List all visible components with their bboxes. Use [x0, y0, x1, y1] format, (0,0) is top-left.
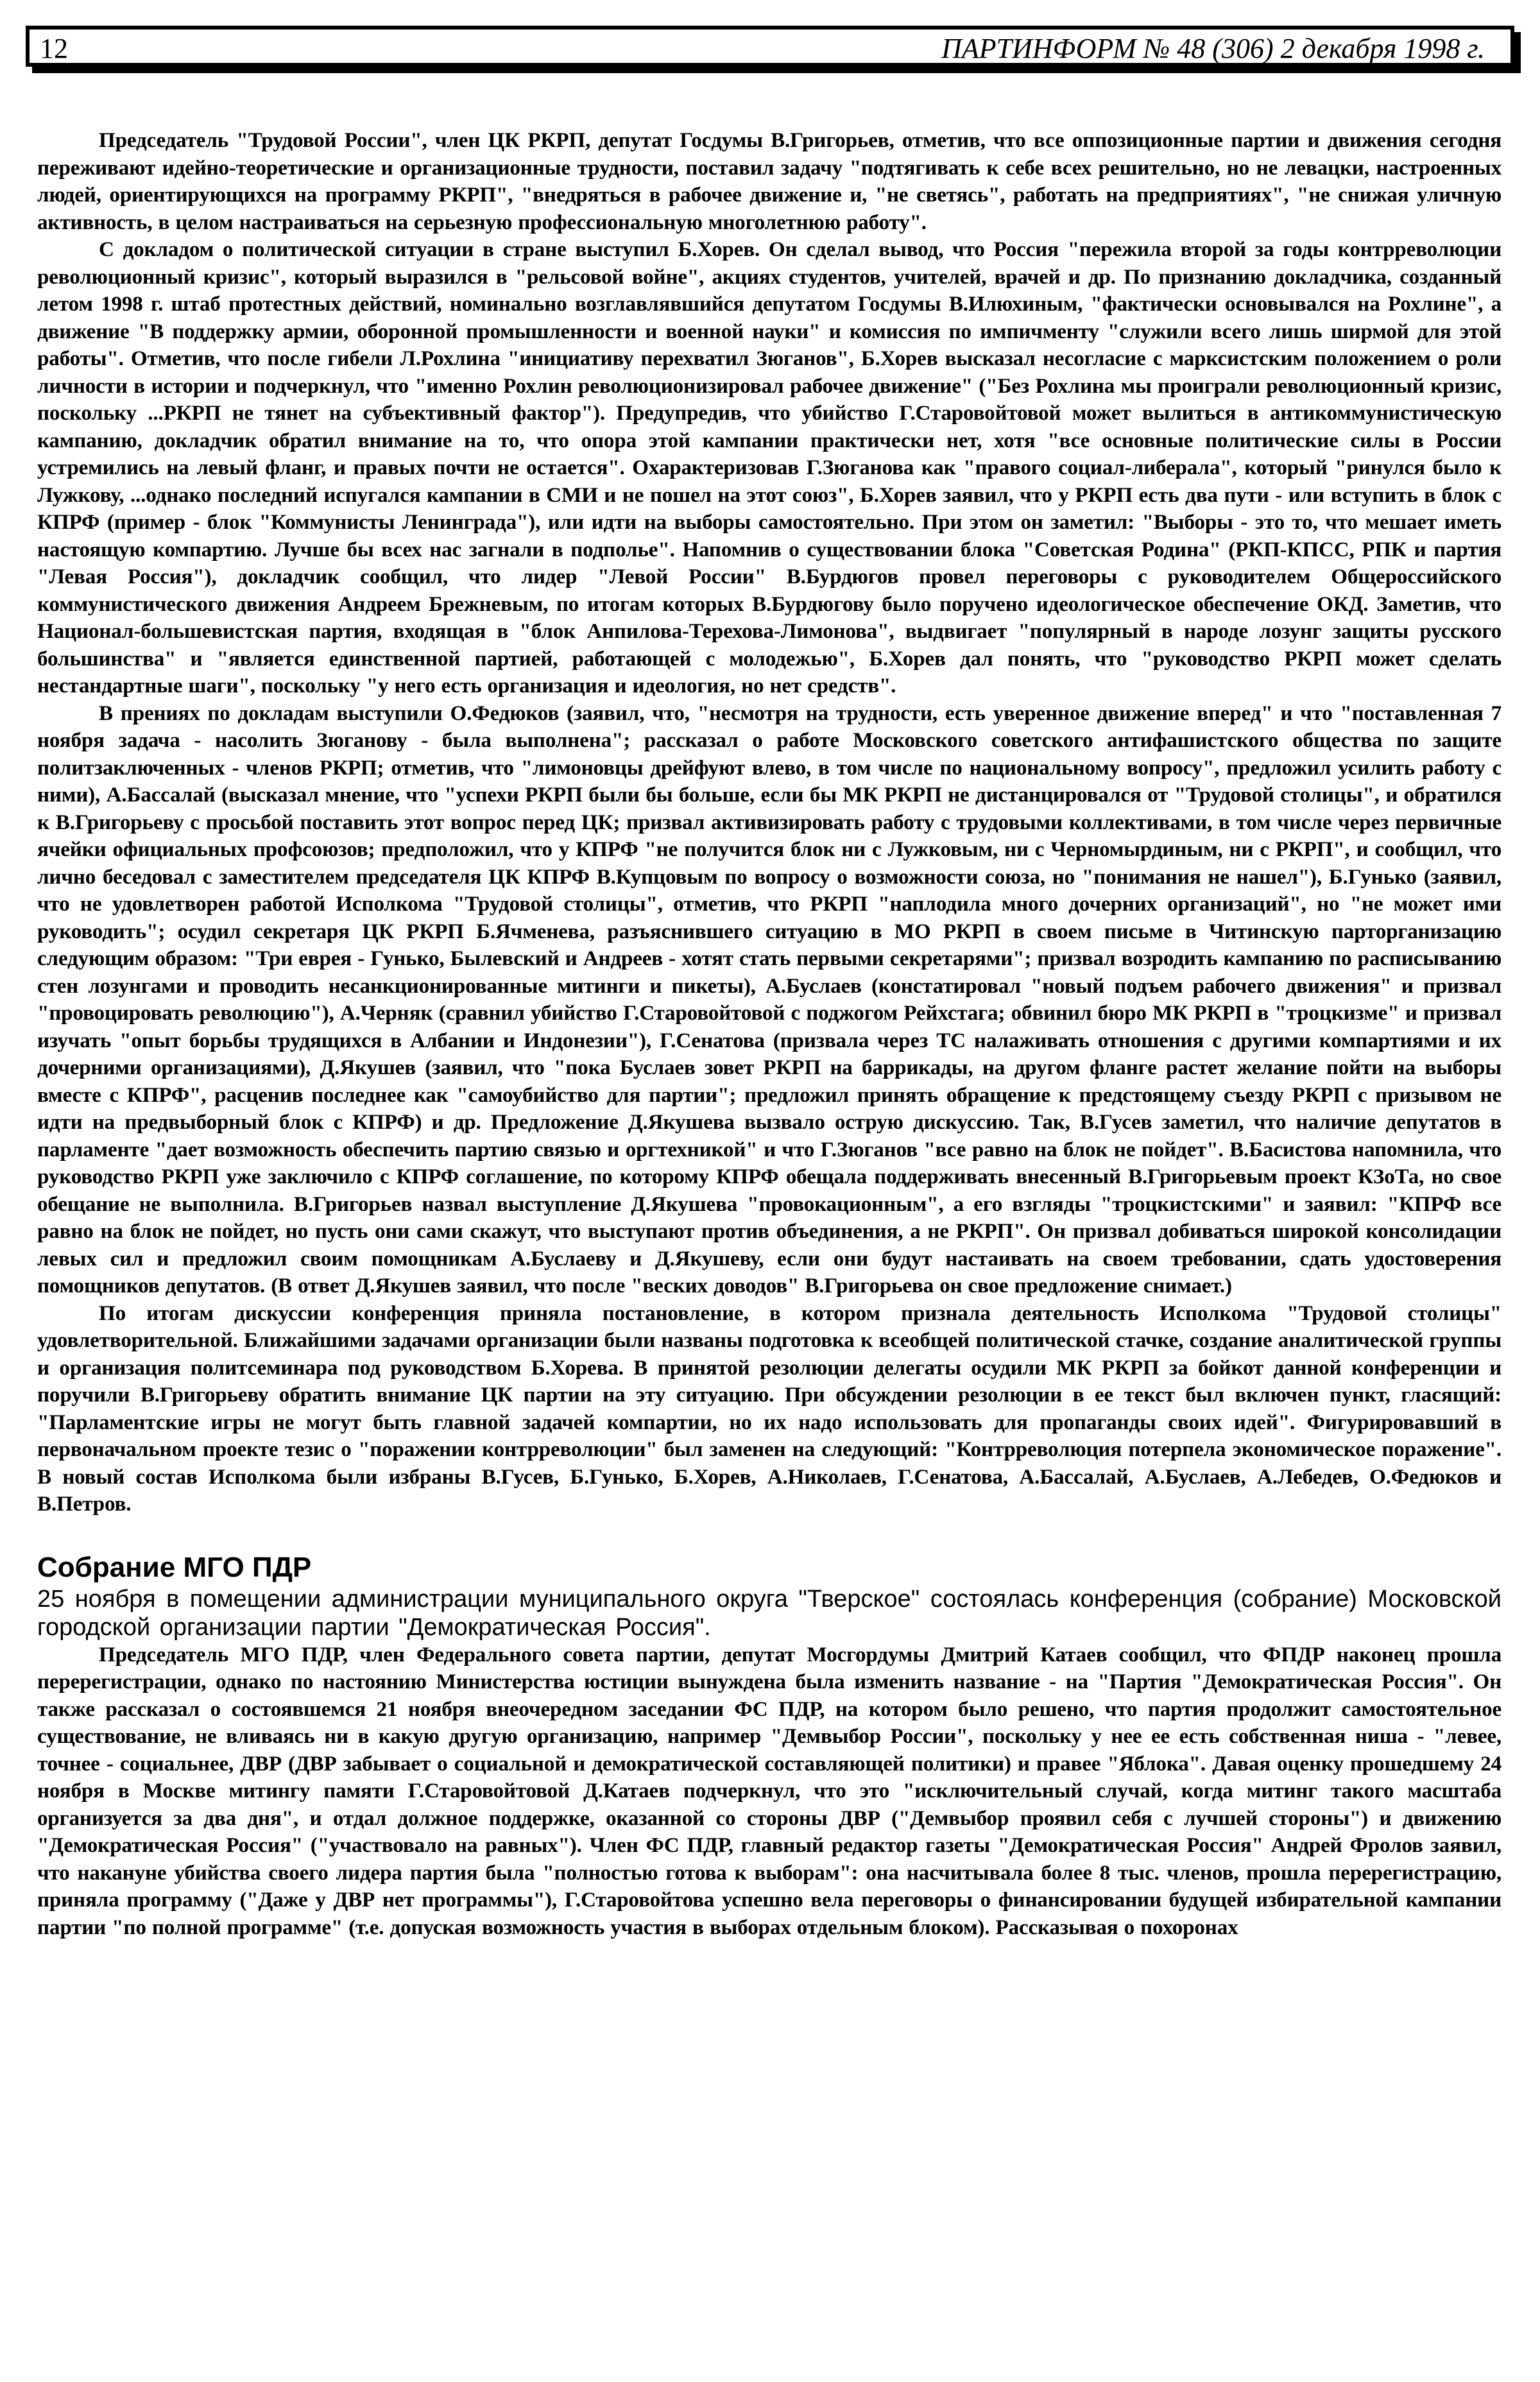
paragraph: Председатель МГО ПДР, член Федерального совета партии, депутат Мосгордумы Дмитрий Катаев сообщил, что ФПДР наконец прошла перерегистрации, однако по настоянию Министерства юстиции вынуждена была изменить название - на "Партия "Демократическая Россия". Он также рассказал о состоявшемся 21 ноября внеочередном заседании ФС ПДР, на котором было решено, что партия продолжит самостоятельное существование, не вливаясь ни в какую другую организацию, например "Демвыбор России", поскольку у нее ее есть собственная ниша - "левее, точнее - социальнее, ДВР (ДВР забывает о социальной и демократической составляющей политики) и правее "Яблока". Давая оценку прошедшему 24 ноября в Москве митингу памяти Г.Старовойтовой Д.Катаев подчеркнул, что это "исключительный случай, когда митинг такого масштаба организуется за два дня", и отдал должное поддержке, оказанной со стороны ДВР ("Демвыбор проявил себя с лучшей стороны") и движению "Демократическая Россия" ("участвовало на равных"). Член ФС ПДР, главный редактор газеты "Демократическая Россия" Андрей Фролов заявил, что накануне убийства своего лидера партия была "полностью готова к выборам": она насчитывала более 8 тыс. членов, прошла перерегистрацию, приняла программу ("Даже у ДВР нет программы"), Г.Старовойтова успешно вела переговоры о финансировании будущей избирательной кампании партии "по полной программе" (т.е. допуская возможность участия в выборах отдельным блоком). Рассказывая о похоронах: [37, 1642, 1502, 1939]
paragraph: По итогам дискуссии конференция приняла постановление, в котором признала деятельность Исполкома "Трудовой столицы" удовлетворительной. Ближайшими задачами организации были названы подготовка к всеобщей политической стачке, создание аналитической группы и организация политсеминара под руководством Б.Хорева. В принятой резолюции делегаты осудили МК РКРП за бойкот данной конференции и поручили В.Григорьеву обратить внимание ЦК партии на эту ситуацию. При обсуждении резолюции в ее текст был включен пункт, гласящий: "Парламентские игры не могут быть главной задачей компартии, но их надо использовать для пропаганды своих идей". Фигурировавший в первоначальном проекте тезис о "поражении контрреволюции" был заменен на следующий: "Контрреволюция потерпела экономическое поражение". В новый состав Исполкома были избраны В.Гусев, Б.Гунько, Б.Хорев, А.Николаев, Г.Сенатова, А.Бассалай, А.Буслаев, А.Лебедев, О.Федюков и В.Петров.: [37, 1301, 1502, 1516]
paragraph: Председатель "Трудовой России", член ЦК РКРП, депутат Госдумы В.Григорьев, отметив, что все оппозиционные партии и движения сегодня переживают идейно-теоретические и организационные трудности, поставил задачу "подтягивать к себе всех решительно, но не левацки, настроенных людей, ориентирующихся на программу РКРП", "внедряться в рабочее движение и, "не светясь", работать на предприятиях", "не снижая уличную активность, в целом настраиваться на серьезную профессиональную многолетнюю работу".: [37, 128, 1502, 234]
page-header: [26, 26, 1514, 67]
section-heading: Собрание МГО ПДР: [37, 1551, 312, 1583]
page-number: 12: [40, 33, 68, 64]
lead-paragraph: 25 ноября в помещении администрации муниципального округа "Тверское" состоялась конференция (собрание) Московской городской организации партии "Демократическая Россия".: [37, 1585, 1502, 1641]
paragraph: В прениях по докладам выступили О.Федюков (заявил, что, "несмотря на трудности, есть уверенное движение вперед" и что "поставленная 7 ноября задача - насолить Зюганову - была выполнена"; рассказал о работе Московского советского антифашистского общества по защите политзаключенных - членов РКРП; отметив, что "лимоновцы дрейфуют влево, в том числе по национальному вопросу", предложил усилить работу с ними), А.Бассалай (высказал мнение, что "успехи РКРП были бы больше, если бы МК РКРП не дистанцировался от "Трудовой столицы", и обратился к В.Григорьеву с просьбой поставить этот вопрос перед ЦК; призвал активизировать работу с трудовыми коллективами, в том числе через первичные ячейки официальных профсоюзов; предположил, что у КПРФ "не получится блок ни с Лужковым, ни с Черномырдиным, ни с РКРП", и сообщил, что лично беседовал с заместителем председателя ЦК КПРФ В.Купцовым по вопросу о возможности союза, но "понимания не нашел"), Б.Гунько (заявил, что не удовлетворен работой Исполкома "Трудовой столицы", отметив, что РКРП "наплодила много дочерних организаций", но "не может ими руководить"; осудил секретаря ЦК РКРП Б.Ячменева, разъяснившего ситуацию в МО РКРП в своем письме в Читинскую парторганизацию следующим образом: "Три еврея - Гунько, Былевский и Андреев - хотят стать первыми секретарями"; призвал возродить кампанию по расписыванию стен лозунгами и проводить несанкционированные митинги и пикеты), А.Буслаев (констатировал "новый подъем рабочего движения" и призвал "провоцировать революцию"), А.Черняк (сравнил убийство Г.Старовойтовой с поджогом Рейхстага; обвинил бюро МК РКРП в "троцкизме" и призвал изучать "опыт борьбы трудящихся в Албании и Индонезии"), Г.Сенатова (призвала через ТС налаживать отношения с другими компартиями и их дочерними организациями), Д.Якушев (заявил, что "пока Буслаев зовет РКРП на баррикады, на другом фланге растет желание пойти на выборы вместе с КПРФ", расценив последнее как "самоубийство для партии"; предложил принять обращение к предстоящему съезду РКРП с призывом не идти на предвыборный блок с КПРФ) и др. Предложение Д.Якушева вызвало острую дискуссию. Так, В.Гусев заметил, что наличие депутатов в парламенте "дает возможность обеспечить партию связью и оргтехникой" и что Г.Зюганов "все равно на блок не пойдет". В.Басистова напомнила, что руководство РКРП уже заключило с КПРФ соглашение, по которому КПРФ обещала поддерживать внесенный В.Григорьевым проект КЗоТа, но свое обещание не выполнила. В.Григорьев назвал выступление Д.Якушева "провокационным", а его взгляды "троцкистскими" и заявил: "КПРФ все равно на блок не пойдет, но пусть они сами скажут, что выступают против объединения, а не РКРП". Он призвал добиваться широкой консолидации левых сил и предложил своим помощникам А.Буслаеву и Д.Якушеву, если они будут настаивать на своем требовании, сдать удостоверения помощников депутатов. (В ответ Д.Якушев заявил, что после "веских доводов" В.Григорьева он свое предложение снимает.): [37, 701, 1502, 1298]
issue-line: ПАРТИНФОРМ № 48 (306) 2 декабря 1998 г.: [941, 33, 1485, 64]
paragraph: С докладом о политической ситуации в стране выступил Б.Хорев. Он сделал вывод, что Россия "пережила второй за годы контрреволюции революционный кризис", который выразился в "рельсовой войне", акциях студентов, учителей, врачей и др. По признанию докладчика, созданный летом 1998 г. штаб протестных действий, номинально возглавлявшийся депутатом Госдумы В.Илюхиным, "фактически основывался на Рохлине", а движение "В поддержку армии, оборонной промышленности и военной науки" и комиссия по импичменту "служили всего лишь ширмой для этой работы". Отметив, что после гибели Л.Рохлина "инициативу перехватил Зюганов", Б.Хорев высказал несогласие с марксистским положением о роли личности в истории и подчеркнул, что "именно Рохлин революционизировал рабочее движение" ("Без Рохлина мы проиграли революционный кризис, поскольку ...РКРП не тянет на субъективный фактор"). Предупредив, что убийство Г.Старовойтовой может вылиться в антикоммунистическую кампанию, докладчик обратил внимание на то, что опора этой кампании практически нет, хотя "все основные политические силы в России устремились на левый фланг, и правых почти не остается". Охарактеризовав Г.Зюганова как "правого социал-либерала", который "ринулся было к Лужкову, ...однако последний испугался кампании в СМИ и не пошел на этот союз", Б.Хорев заявил, что у РКРП есть два пути - или вступить в блок с КПРФ (пример - блок "Коммунисты Ленинграда"), или идти на выборы самостоятельно. При этом он заметил: "Выборы - это то, что мешает иметь настоящую компартию. Лучше бы всех нас загнали в подполье". Напомнив о существовании блока "Советская Родина" (РКП-КПСС, РПК и партия "Левая Россия"), докладчик сообщил, что лидер "Левой России" В.Бурдюгов провел переговоры с руководителем Общероссийского коммунистического движения Андреем Брежневым, по итогам которых В.Бурдюгову было поручено идеологическое обеспечение ОКД. Заметив, что Национал-большевистская партия, входящая в "блок Анпилова-Терехова-Лимонова", выдвигает "популярный в народе лозунг защиты русского большинства" и "является единственной партией, работающей с молодежью", Б.Хорев дал понять, что "руководство РКРП может сделать нестандартные шаги", поскольку "у него есть организация и идеология, но нет средств".: [37, 237, 1502, 698]
article-content: [37, 127, 1502, 1941]
